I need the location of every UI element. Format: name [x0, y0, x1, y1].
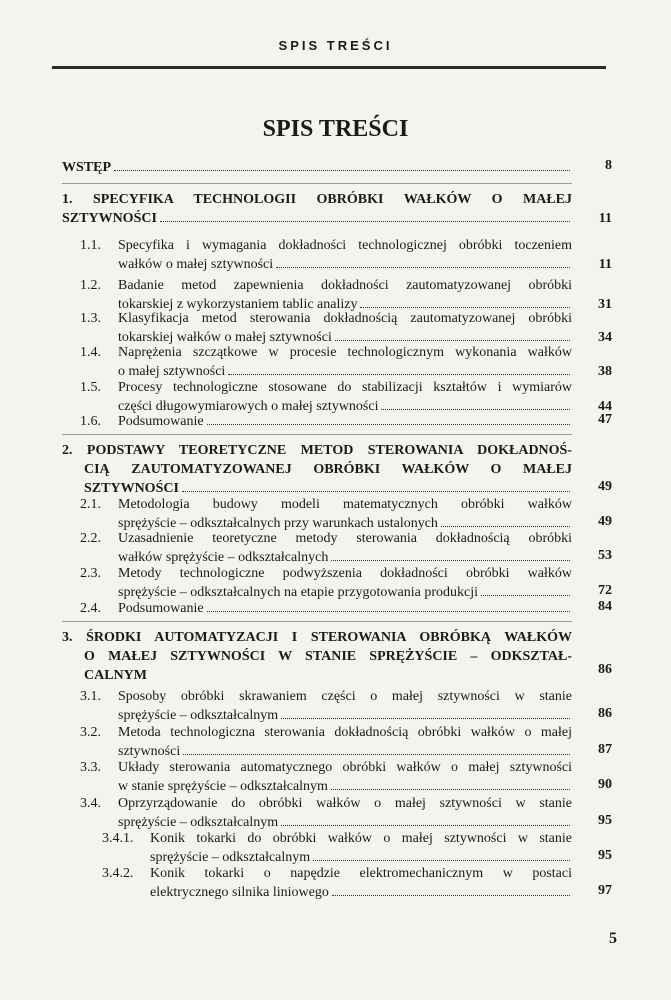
toc-line: Układy sterowania automatycznego obróbki wałków o małej sztywności	[118, 760, 572, 775]
toc-section-number: 3.4.	[80, 796, 101, 811]
toc-page-number: 95	[598, 848, 612, 863]
toc-line: Metodologia budowy modeli matematycznych obróbki wałków	[118, 497, 572, 512]
toc-entry-label: SZTYWNOŚCI	[62, 211, 157, 226]
toc-line: Naprężenia szczątkowe w procesie technologicznym wykonania wałków	[118, 345, 572, 360]
dot-leader	[313, 859, 570, 861]
dot-leader	[381, 408, 570, 410]
dot-leader	[182, 490, 570, 492]
toc-page-number: 87	[598, 742, 612, 757]
toc-section-number: 3.1.	[80, 689, 101, 704]
toc-line: O MAŁEJ SZTYWNOŚCI W STANIE SPRĘŻYŚCIE – ODKSZTAŁ-	[84, 649, 572, 664]
dot-leader	[207, 610, 570, 612]
dot-leader	[183, 753, 570, 755]
toc-line: CIĄ ZAUTOMATYZOWANEJ OBRÓBKI WAŁKÓW O MAŁEJ	[84, 462, 572, 477]
toc-leader-line	[62, 160, 572, 176]
toc-page-number: 53	[598, 548, 612, 563]
toc-entry-label: Podsumowanie	[118, 414, 204, 429]
toc-line: Uzasadnienie teoretyczne metody sterowania dokładnością obróbki	[118, 531, 572, 546]
toc-leader-line	[62, 211, 572, 227]
toc-section-number: 1.4.	[80, 345, 101, 360]
toc-page-number: 97	[598, 883, 612, 898]
toc-line: Oprzyrządowanie do obróbki wałków o małej sztywności w stanie	[118, 796, 572, 811]
toc-page-number: 72	[598, 583, 612, 598]
toc-page-number: 84	[598, 599, 612, 614]
toc-entry-label: sprężyście – odkształcalnym	[118, 815, 279, 830]
toc-line: 2. PODSTAWY TEORETYCZNE METOD STEROWANIA DOKŁADNOŚ-	[62, 443, 572, 458]
toc-section-number: 1.5.	[80, 380, 101, 395]
dot-leader	[228, 373, 570, 375]
toc-entry-label: sprężyście – odkształcalnych przy warunkach ustalonych	[118, 516, 438, 531]
toc-entry-label: o małej sztywności	[118, 364, 226, 379]
toc-line: Specyfika i wymagania dokładności technologicznej obróbki toczeniem	[118, 238, 572, 253]
dot-leader	[331, 788, 570, 790]
toc-section-number: 1.3.	[80, 311, 101, 326]
dot-leader	[281, 717, 570, 719]
toc-entry-label: Podsumowanie	[118, 601, 204, 616]
toc-page-number: 8	[605, 158, 612, 173]
toc-line: Konik tokarki do obróbki wałków o małej sztywności w stanie	[150, 831, 572, 846]
toc-entry-label: sprężyście – odkształcalnym	[150, 850, 311, 865]
dot-leader	[276, 266, 570, 268]
toc-page-number: 90	[598, 777, 612, 792]
toc-entry-label: sztywności	[118, 744, 181, 759]
toc-leader-line	[150, 885, 572, 901]
toc-section-number: 3.3.	[80, 760, 101, 775]
toc-leader-line	[118, 257, 572, 273]
toc-page-number: 47	[598, 412, 612, 427]
toc-page-number: 86	[598, 706, 612, 721]
toc-entry-label: tokarskiej wałków o małej sztywności	[118, 330, 332, 345]
toc-line: Metody technologiczne podwyższenia dokładności obróbki wałków	[118, 566, 572, 581]
toc-section-number: 2.3.	[80, 566, 101, 581]
dot-leader	[114, 169, 570, 171]
separator-line	[62, 183, 572, 184]
toc-section-number: 2.4.	[80, 601, 101, 616]
dot-leader	[281, 824, 570, 826]
toc-page-number: 38	[598, 364, 612, 379]
dot-leader	[331, 559, 570, 561]
toc-page-number: 11	[598, 257, 612, 272]
toc-entry-label: elektrycznego silnika liniowego	[150, 885, 329, 900]
toc-section-number: 1.6.	[80, 414, 101, 429]
running-head: SPIS TREŚCI	[278, 38, 393, 53]
toc-line: Klasyfikacja metod sterowania dokładnością zautomatyzowanej obróbki	[118, 311, 572, 326]
toc-line: 1. SPECYFIKA TECHNOLOGII OBRÓBKI WAŁKÓW O MAŁEJ	[62, 192, 572, 207]
toc-line: Sposoby obróbki skrawaniem części o małej sztywności w stanie	[118, 689, 572, 704]
dot-leader	[441, 525, 570, 527]
dot-leader	[335, 339, 570, 341]
toc-page-number: 11	[598, 211, 612, 226]
toc-entry-label: sprężyście – odkształcalnych na etapie przygotowania produkcji	[118, 585, 478, 600]
page-title: SPIS TREŚCI	[262, 116, 409, 142]
dot-leader	[160, 220, 570, 222]
toc-leader-line	[118, 815, 572, 831]
toc-line: Konik tokarki o napędzie elektromechanicznym w postaci	[150, 866, 572, 881]
toc-entry-label: części długowymiarowych o małej sztywności	[118, 399, 379, 414]
toc-page-number: 31	[598, 297, 612, 312]
toc-section-number: 2.1.	[80, 497, 101, 512]
toc-leader-line	[118, 779, 572, 795]
toc-page-number: 95	[598, 813, 612, 828]
toc-line: Badanie metod zapewnienia dokładności zautomatyzowanej obróbki	[118, 278, 572, 293]
toc-leader-line	[118, 330, 572, 346]
separator-line	[62, 434, 572, 435]
toc-entry-label: w stanie sprężyście – odkształcalnym	[118, 779, 328, 794]
toc-leader-line	[118, 601, 572, 617]
separator-line	[62, 621, 572, 622]
toc-leader-line	[118, 399, 572, 415]
toc-section-number: 1.1.	[80, 238, 101, 253]
toc-page-number: 34	[598, 330, 612, 345]
toc-page-number: 86	[598, 662, 612, 677]
toc-leader-line	[118, 708, 572, 724]
toc-leader-line	[118, 414, 572, 430]
toc-line: Procesy technologiczne stosowane do stabilizacji kształtów i wymiarów	[118, 380, 572, 395]
toc-leader-line	[118, 744, 572, 760]
toc-leader-line	[118, 516, 572, 532]
toc-entry-label: wałków sprężyście – odkształcalnych	[118, 550, 329, 565]
toc-line: 3. ŚRODKI AUTOMATYZACJI I STEROWANIA OBRÓBKĄ WAŁKÓW	[62, 630, 572, 645]
dot-leader	[360, 306, 570, 308]
header-rule	[52, 66, 606, 69]
toc-leader-line	[150, 850, 572, 866]
toc-leader-line	[84, 481, 572, 497]
toc-line: CALNYM	[84, 668, 147, 683]
toc-page-number: 44	[598, 399, 612, 414]
toc-line: Metoda technologiczna sterowania dokładnością obróbki wałków o małej	[118, 725, 572, 740]
toc-entry-label: wałków o małej sztywności	[118, 257, 274, 272]
toc-entry-label: tokarskiej z wykorzystaniem tablic analizy	[118, 297, 358, 312]
toc-leader-line	[118, 550, 572, 566]
toc-entry-label: sprężyście – odkształcalnym	[118, 708, 279, 723]
toc-section-number: 2.2.	[80, 531, 101, 546]
dot-leader	[207, 423, 570, 425]
page-number: 5	[609, 930, 617, 947]
toc-page-number: 49	[598, 514, 612, 529]
toc-section-number: 1.2.	[80, 278, 101, 293]
toc-section-number: 3.4.2.	[102, 866, 134, 881]
toc-section-number: 3.4.1.	[102, 831, 134, 846]
dot-leader	[332, 894, 570, 896]
toc-page-number: 49	[598, 479, 612, 494]
toc-entry-label: WSTĘP	[62, 160, 112, 175]
toc-leader-line	[118, 364, 572, 380]
toc-entry-label: SZTYWNOŚCI	[84, 481, 179, 496]
toc-leader-line	[118, 585, 572, 601]
toc-section-number: 3.2.	[80, 725, 101, 740]
dot-leader	[481, 594, 570, 596]
